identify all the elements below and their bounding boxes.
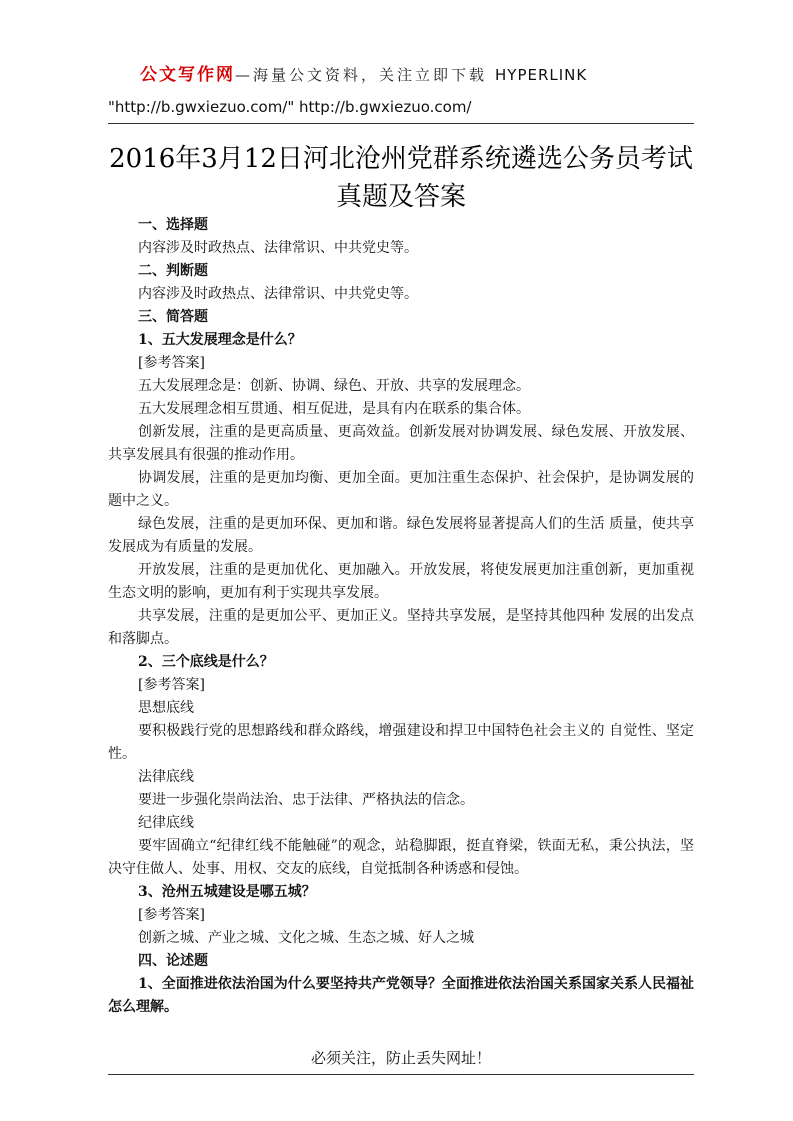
body-paragraph: 绿色发展，注重的是更加环保、更加和谐。绿色发展将显著提高人们的生活 质量，使共享发展成为有质量的发展。	[108, 516, 694, 555]
body-paragraph: 创新发展，注重的是更高质量、更高效益。创新发展对协调发展、绿色发展、开放发展、共享发展具有很强的推动作用。	[108, 424, 694, 463]
body-paragraph: 共享发展，注重的是更加公平、更加正义。坚持共享发展，是坚持其他四种 发展的出发点和落脚点。	[108, 608, 694, 647]
body-paragraph: 开放发展，注重的是更加优化、更加融入。开放发展，将使发展更加注重创新，更加重视生态文明的影响，更加有利于实现共享发展。	[108, 562, 694, 601]
body-paragraph: [参考答案]	[138, 355, 205, 371]
body-paragraph: 要积极践行党的思想路线和群众路线，增强建设和捍卫中国特色社会主义的 自觉性、坚定性。	[108, 723, 694, 762]
section-heading: 四、论述题	[138, 953, 208, 969]
page-title: 2016年3月12日河北沧州党群系统遴选公务员考试真题及答案	[109, 144, 693, 212]
section-heading: 三、简答题	[138, 309, 208, 325]
body-paragraph: [参考答案]	[138, 907, 205, 923]
section-heading: 2、三个底线是什么？	[138, 654, 274, 670]
body-paragraph: 纪律底线	[138, 815, 194, 831]
body-paragraph: 内容涉及时政热点、法律常识、中共党史等。	[138, 240, 418, 256]
section-heading: 二、判断题	[138, 263, 208, 279]
body-paragraph: 要进一步强化崇尚法治、忠于法律、严格执法的信念。	[138, 792, 474, 808]
header-banner	[140, 60, 700, 85]
header-slogan: —海量公文资料，关注立即下载	[235, 66, 488, 84]
section-heading: 3、沧州五城建设是哪五城？	[138, 884, 316, 900]
body-paragraph: 五大发展理念是：创新、协调、绿色、开放、共享的发展理念。	[138, 378, 530, 394]
body-paragraph: 五大发展理念相互贯通、相互促进，是具有内在联系的集合体。	[138, 401, 530, 417]
footer-divider	[108, 1074, 694, 1075]
body-paragraph: 协调发展，注重的是更加均衡、更加全面。更加注重生态保护、社会保护，是协调发展的题中之义。	[108, 470, 694, 509]
document-body	[108, 214, 694, 1019]
body-paragraph: 思想底线	[138, 700, 194, 716]
hyperlink-label: HYPERLINK	[495, 66, 588, 84]
section-heading: 一、选择题	[138, 217, 208, 233]
header-url[interactable]: "http://b.gwxiezuo.com/" http://b.gwxiezuo.com/	[108, 98, 472, 116]
section-heading: 1、全面推进依法治国为什么要坚持共产党领导？全面推进依法治国关系国家关系人民福祉怎么理解。	[108, 976, 694, 1015]
body-paragraph: 法律底线	[138, 769, 194, 785]
body-paragraph: [参考答案]	[138, 677, 205, 693]
body-paragraph: 创新之城、产业之城、文化之城、生态之城、好人之城	[138, 930, 474, 946]
footer-note: 必须关注，防止丢失网址！	[310, 1049, 491, 1067]
body-paragraph: 要牢固确立“纪律红线不能触碰”的观念，站稳脚跟，挺直脊梁，铁面无私，秉公执法，坚决守住做人、处事、用权、交友的底线，自觉抵制各种诱惑和侵蚀。	[108, 838, 694, 877]
brand-name: 公文写作网	[140, 65, 235, 85]
section-heading: 1、五大发展理念是什么？	[138, 332, 302, 348]
header-divider	[108, 123, 694, 124]
body-paragraph: 内容涉及时政热点、法律常识、中共党史等。	[138, 286, 418, 302]
